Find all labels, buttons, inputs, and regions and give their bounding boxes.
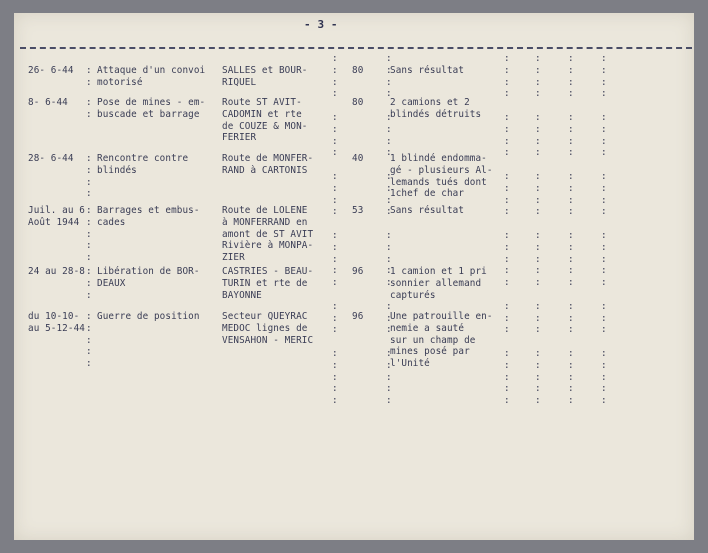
- action-cell: Pose de mines - em- buscade et barrage: [97, 97, 206, 120]
- location-cell: SALLES et BOUR- RIQUEL: [222, 65, 308, 88]
- result-cell: Sans résultat: [390, 205, 465, 216]
- action-cell: Guerre de position: [97, 311, 200, 322]
- empty-column-separators: : : : : : : : : : : : : : : : : : : : : : : : : :: [535, 53, 541, 407]
- column-separator-effectif: : : : : : : : : : : : : : : : : : : : : : : : : :: [386, 53, 392, 407]
- column-separator: : : :: [86, 266, 92, 301]
- action-cell: Libération de BOR- DEAUX: [97, 266, 200, 289]
- column-separator-location: : : : : : : : : : : : : : : : : : : : : : : : : :: [332, 53, 338, 407]
- date-cell: 28- 6-44: [28, 153, 74, 164]
- effectif-cell: 96: [352, 311, 364, 322]
- effectif-cell: 80: [352, 97, 364, 108]
- document-page: [14, 13, 694, 540]
- header-rule: [20, 47, 692, 49]
- location-cell: Route de MONFER- RAND à CARTONIS: [222, 153, 314, 176]
- action-cell: Attaque d'un convoi motorisé: [97, 65, 206, 88]
- effectif-cell: 40: [352, 153, 364, 164]
- empty-column-separators: : : : : : : : : : : : : : : : : : : : : : : : : :: [601, 53, 607, 407]
- result-cell: Une patrouille en- nemie a sauté sur un champ de mines posé par l'Unité: [390, 311, 493, 370]
- location-cell: CASTRIES - BEAU- TURIN et rte de BAYONNE: [222, 266, 314, 301]
- effectif-cell: 53: [352, 205, 364, 216]
- action-cell: Rencontre contre blindés: [97, 153, 189, 176]
- column-separator: : :: [86, 97, 92, 120]
- effectif-cell: 96: [352, 266, 364, 277]
- date-cell: 8- 6-44: [28, 97, 68, 108]
- column-separator: : : : :: [86, 153, 92, 200]
- action-cell: Barrages et embus- cades: [97, 205, 200, 228]
- result-cell: Sans résultat: [390, 65, 465, 76]
- column-separator: : : : : :: [86, 311, 92, 370]
- location-cell: Route ST AVIT- CADOMIN et rte de COUZE & MON- FERIER: [222, 97, 308, 144]
- result-cell: 2 camions et 2 blindés détruits: [390, 97, 482, 120]
- location-cell: Secteur QUEYRAC MEDOC lignes de VENSAHON - MERIC: [222, 311, 314, 346]
- date-cell: 24 au 28-8: [28, 266, 85, 277]
- column-separator: : :: [86, 65, 92, 88]
- effectif-cell: 80: [352, 65, 364, 76]
- result-cell: 1 camion et 1 pri sonnier allemand capturés: [390, 266, 487, 301]
- location-cell: Route de LOLENE à MONFERRAND en amont de ST AVIT Rivière à MONPA- ZIER: [222, 205, 314, 264]
- date-cell: 26- 6-44: [28, 65, 74, 76]
- empty-column-separators: : : : : : : : : : : : : : : : : : : : : : : : : :: [504, 53, 510, 407]
- empty-column-separators: : : : : : : : : : : : : : : : : : : : : : : : : :: [568, 53, 574, 407]
- date-cell: Juil. au 6 Août 1944: [28, 205, 85, 228]
- page-number: - 3 -: [304, 18, 338, 31]
- date-cell: du 10-10- au 5-12-44: [28, 311, 85, 334]
- result-cell: 1 blindé endomma- gé - plusieurs Al- lemands tués dont 1chef de char: [390, 153, 493, 200]
- column-separator: : : : : :: [86, 205, 92, 264]
